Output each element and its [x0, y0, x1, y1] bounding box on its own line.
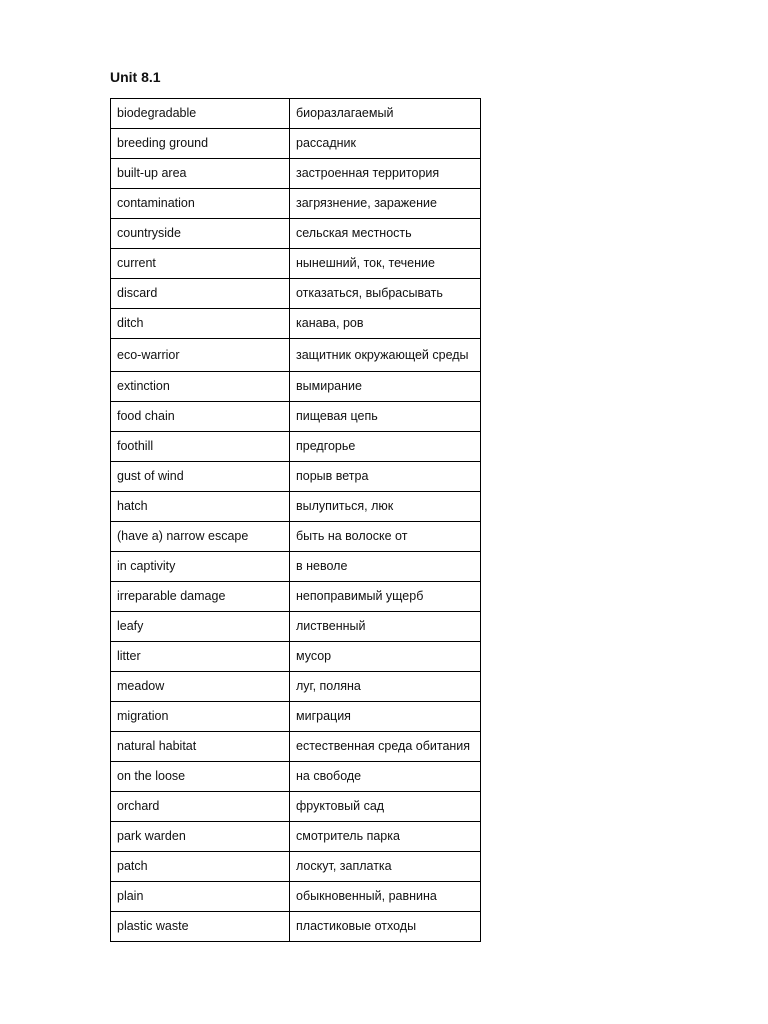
english-term-cell: in captivity: [111, 552, 290, 582]
russian-translation-cell: в неволе: [290, 552, 481, 582]
english-term-cell: ditch: [111, 309, 290, 339]
vocabulary-row: [111, 339, 481, 372]
vocabulary-row: [111, 372, 481, 402]
russian-translation-cell: загрязнение, заражение: [290, 189, 481, 219]
russian-translation-cell: отказаться, выбрасывать: [290, 279, 481, 309]
vocabulary-row: [111, 822, 481, 852]
russian-translation-cell: защитник окружающей среды: [290, 339, 481, 372]
english-term-cell: plastic waste: [111, 912, 290, 942]
vocabulary-row: [111, 912, 481, 942]
russian-translation-cell: естественная среда обитания: [290, 732, 481, 762]
english-term-cell: biodegradable: [111, 99, 290, 129]
russian-translation-cell: предгорье: [290, 432, 481, 462]
vocabulary-row: [111, 279, 481, 309]
russian-translation-cell: фруктовый сад: [290, 792, 481, 822]
vocabulary-row: [111, 612, 481, 642]
vocabulary-row: [111, 249, 481, 279]
english-term-cell: countryside: [111, 219, 290, 249]
russian-translation-cell: порыв ветра: [290, 462, 481, 492]
vocabulary-row: [111, 882, 481, 912]
english-term-cell: plain: [111, 882, 290, 912]
english-term-cell: natural habitat: [111, 732, 290, 762]
russian-translation-cell: смотритель парка: [290, 822, 481, 852]
english-term-cell: on the loose: [111, 762, 290, 792]
english-term-cell: meadow: [111, 672, 290, 702]
russian-translation-cell: мусор: [290, 642, 481, 672]
english-term-cell: park warden: [111, 822, 290, 852]
vocabulary-row: [111, 129, 481, 159]
russian-translation-cell: непоправимый ущерб: [290, 582, 481, 612]
vocabulary-row: [111, 432, 481, 462]
russian-translation-cell: застроенная территория: [290, 159, 481, 189]
english-term-cell: litter: [111, 642, 290, 672]
vocabulary-row: [111, 762, 481, 792]
russian-translation-cell: луг, поляна: [290, 672, 481, 702]
russian-translation-cell: рассадник: [290, 129, 481, 159]
vocabulary-row: [111, 219, 481, 249]
russian-translation-cell: вылупиться, люк: [290, 492, 481, 522]
russian-translation-cell: сельская местность: [290, 219, 481, 249]
russian-translation-cell: канава, ров: [290, 309, 481, 339]
vocabulary-row: [111, 582, 481, 612]
english-term-cell: current: [111, 249, 290, 279]
english-term-cell: orchard: [111, 792, 290, 822]
vocabulary-row: [111, 462, 481, 492]
vocabulary-row: [111, 852, 481, 882]
vocabulary-row: [111, 492, 481, 522]
english-term-cell: foothill: [111, 432, 290, 462]
russian-translation-cell: на свободе: [290, 762, 481, 792]
vocabulary-row: [111, 732, 481, 762]
russian-translation-cell: вымирание: [290, 372, 481, 402]
russian-translation-cell: пластиковые отходы: [290, 912, 481, 942]
english-term-cell: (have a) narrow escape: [111, 522, 290, 552]
vocabulary-row: [111, 642, 481, 672]
english-term-cell: breeding ground: [111, 129, 290, 159]
vocabulary-row: [111, 159, 481, 189]
english-term-cell: hatch: [111, 492, 290, 522]
vocabulary-row: [111, 792, 481, 822]
english-term-cell: migration: [111, 702, 290, 732]
vocabulary-table: [110, 98, 481, 942]
english-term-cell: leafy: [111, 612, 290, 642]
russian-translation-cell: лоскут, заплатка: [290, 852, 481, 882]
russian-translation-cell: обыкновенный, равнина: [290, 882, 481, 912]
vocabulary-table-body: [111, 99, 481, 942]
english-term-cell: patch: [111, 852, 290, 882]
vocabulary-row: [111, 189, 481, 219]
english-term-cell: built-up area: [111, 159, 290, 189]
english-term-cell: food chain: [111, 402, 290, 432]
english-term-cell: discard: [111, 279, 290, 309]
russian-translation-cell: нынешний, ток, течение: [290, 249, 481, 279]
unit-title: Unit 8.1: [110, 69, 161, 85]
russian-translation-cell: лиственный: [290, 612, 481, 642]
english-term-cell: eco-warrior: [111, 339, 290, 372]
english-term-cell: extinction: [111, 372, 290, 402]
english-term-cell: contamination: [111, 189, 290, 219]
english-term-cell: irreparable damage: [111, 582, 290, 612]
vocabulary-row: [111, 309, 481, 339]
russian-translation-cell: быть на волоске от: [290, 522, 481, 552]
russian-translation-cell: миграция: [290, 702, 481, 732]
english-term-cell: gust of wind: [111, 462, 290, 492]
vocabulary-row: [111, 99, 481, 129]
vocabulary-row: [111, 672, 481, 702]
vocabulary-row: [111, 402, 481, 432]
vocabulary-row: [111, 552, 481, 582]
russian-translation-cell: биоразлагаемый: [290, 99, 481, 129]
vocabulary-row: [111, 702, 481, 732]
vocabulary-row: [111, 522, 481, 552]
russian-translation-cell: пищевая цепь: [290, 402, 481, 432]
